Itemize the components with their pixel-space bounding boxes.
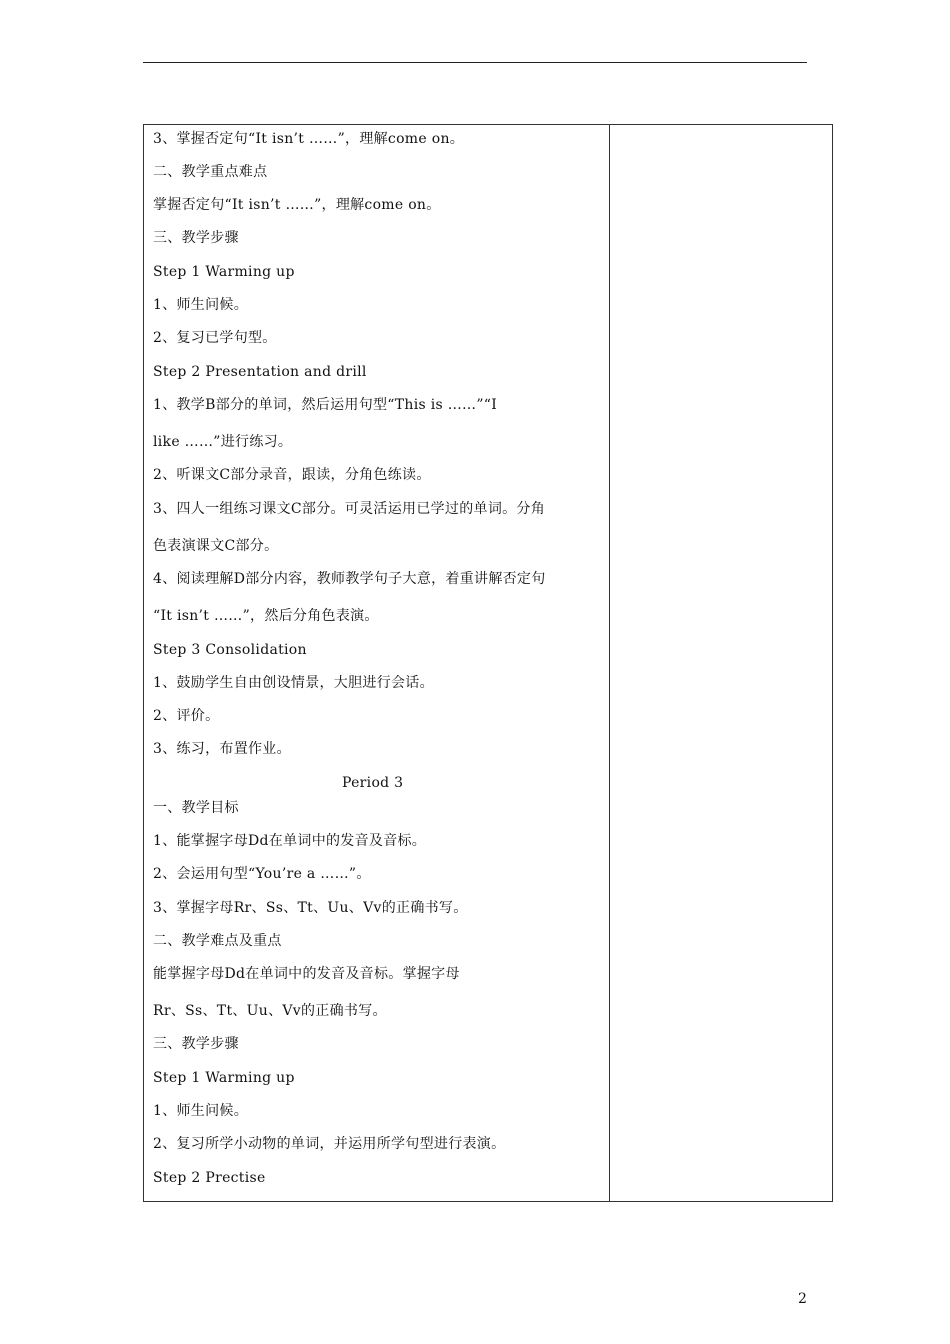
period-title: Period 3 (342, 775, 404, 791)
section-heading: 一、教学目标 (153, 800, 239, 816)
section-heading: 三、教学步骤 (153, 230, 239, 246)
text-line: 1、师生问候。 (153, 297, 249, 313)
step-heading: Step 1 Warming up (153, 264, 295, 280)
page-number: 2 (798, 1291, 807, 1307)
text-line: 色表演课文C部分。 (153, 538, 279, 554)
section-heading: 二、教学重点难点 (153, 164, 268, 180)
text-line: 2、复习所学小动物的单词，并运用所学句型进行表演。 (153, 1136, 506, 1152)
text-line: 3、掌握字母Rr、Ss、Tt、Uu、Vv的正确书写。 (153, 900, 468, 916)
step-heading: Step 2 Prectise (153, 1170, 266, 1186)
text-line: 2、复习已学句型。 (153, 330, 277, 346)
text-line: 3、练习，布置作业。 (153, 741, 291, 757)
step-heading: Step 2 Presentation and drill (153, 364, 367, 380)
text-line: 2、听课文C部分录音，跟读，分角色练读。 (153, 467, 431, 483)
column-divider (609, 125, 610, 1201)
text-line: “It isn’t ……”，然后分角色表演。 (153, 608, 379, 624)
text-line: 1、能掌握字母Dd在单词中的发音及音标。 (153, 833, 427, 849)
text-line: 能掌握字母Dd在单词中的发音及音标。掌握字母 (153, 966, 460, 982)
section-heading: 二、教学难点及重点 (153, 933, 282, 949)
header-rule (143, 62, 807, 63)
section-heading: 三、教学步骤 (153, 1036, 239, 1052)
text-line: 2、评价。 (153, 708, 220, 724)
text-line: 4、阅读理解D部分内容，教师教学句子大意，着重讲解否定句 (153, 571, 546, 587)
text-line: 3、掌握否定句“It isn’t ……”，理解come on。 (153, 131, 465, 147)
text-line: 3、四人一组练习课文C部分。可灵活运用已学过的单词。分角 (153, 501, 546, 517)
text-line: 1、师生问候。 (153, 1103, 249, 1119)
text-line: 1、教学B部分的单词，然后运用句型“This is ……”“I (153, 397, 498, 413)
text-line: like ……”进行练习。 (153, 434, 293, 450)
lesson-plan-table (143, 124, 833, 1202)
text-line: 2、会运用句型“You’re a ……”。 (153, 866, 371, 882)
step-heading: Step 1 Warming up (153, 1070, 295, 1086)
text-line: 1、鼓励学生自由创设情景，大胆进行会话。 (153, 675, 434, 691)
text-line: Rr、Ss、Tt、Uu、Vv的正确书写。 (153, 1003, 387, 1019)
text-line: 掌握否定句“It isn’t ……”，理解come on。 (153, 197, 441, 213)
step-heading: Step 3 Consolidation (153, 642, 307, 658)
